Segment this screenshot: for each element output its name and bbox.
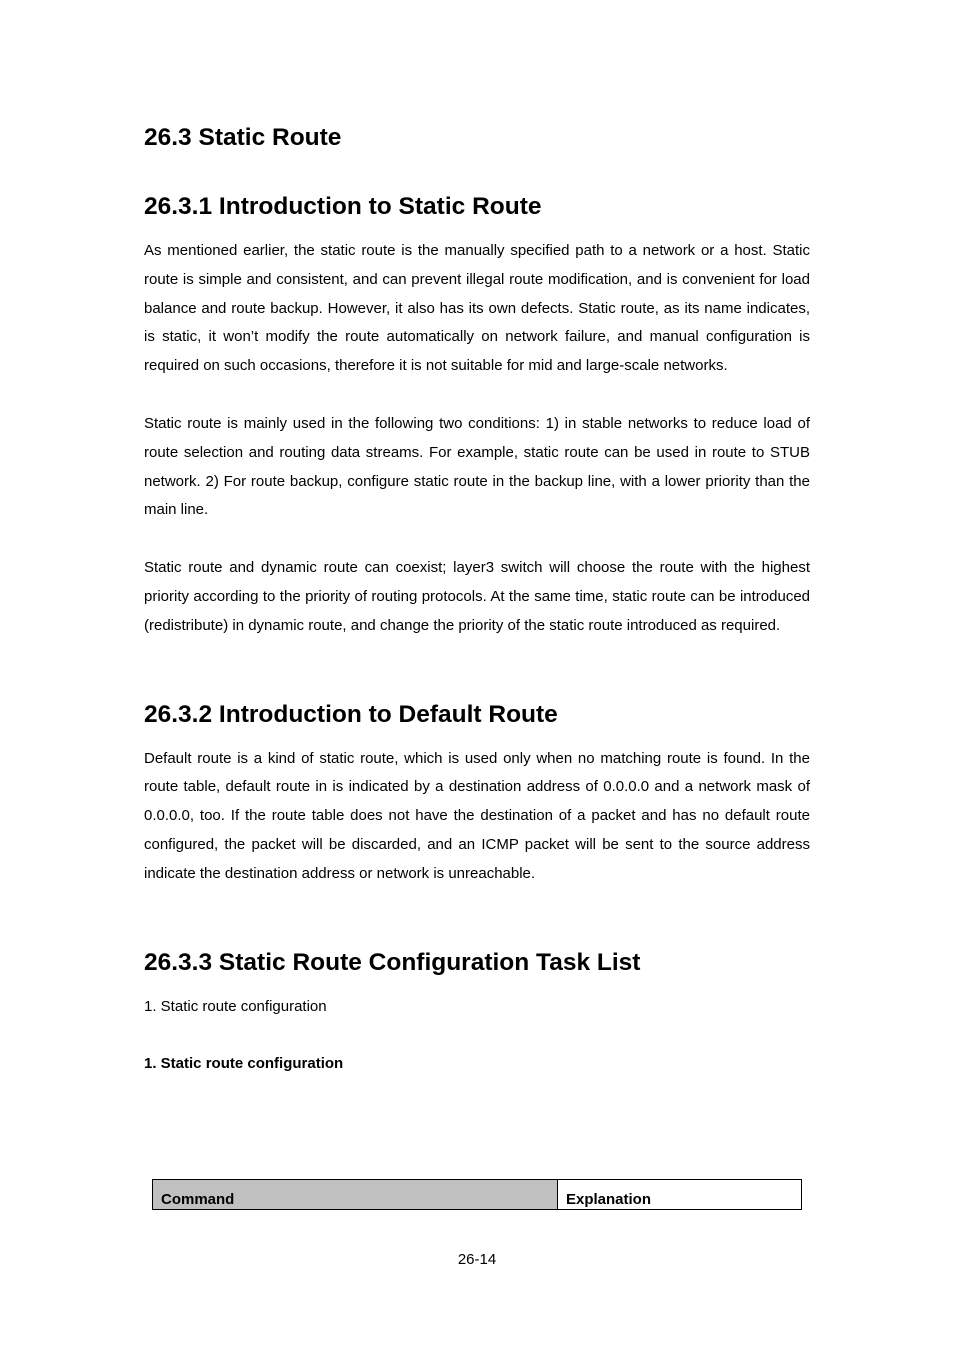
subsection-title-task-list: 26.3.3 Static Route Configuration Task List bbox=[144, 948, 641, 976]
paragraph: Default route is a kind of static route, which is used only when no matching route is found. In the route table, default route in is indicated by a destination address of 0.0.0.0 and a network mask of 0.0.0.0, too. If the route table does not have the destination of a packet and has no default route configured, the packet will be discarded, and an ICMP packet will be sent to the source address indicate the destination address or network is unreachable. bbox=[144, 749, 810, 882]
command-table bbox=[152, 1179, 802, 1210]
subsection-title-default-route-intro: 26.3.2 Introduction to Default Route bbox=[144, 700, 558, 728]
page-content bbox=[144, 118, 810, 1100]
paragraph: Static route is mainly used in the following two conditions: 1) in stable networks to reduce load of route selection and routing data streams. For example, static route can be used in route to STUB network. 2) For route backup, configure static route in the backup line, with a lower priority than the main line. bbox=[144, 414, 810, 519]
task-list-item: 1. Static route configuration bbox=[144, 997, 327, 1015]
page-number: 26-14 bbox=[457, 1251, 497, 1268]
subsection-title-static-route-intro: 26.3.1 Introduction to Static Route bbox=[144, 193, 542, 220]
table-header-command: Command bbox=[153, 1180, 558, 1210]
paragraph: As mentioned earlier, the static route is the manually specified path to a network or a host. Static route is simple and consistent, and can prevent illegal route modification, and is convenient for load balance and route backup. However, it also has its own defects. Static route, as its name indicates, is static, it won’t modify the route automatically on network failure, and manual configuration is required on such occasions, therefore it is not suitable for mid and large-scale networks. bbox=[144, 242, 810, 375]
paragraph: Static route and dynamic route can coexist; layer3 switch will choose the route with the highest priority according to the priority of routing protocols. At the same time, static route can be introduced (redistribute) in dynamic route, and change the priority of the static route introduced as required. bbox=[144, 559, 810, 634]
table-header-row bbox=[153, 1180, 802, 1210]
table-header-explanation: Explanation bbox=[558, 1180, 802, 1210]
step-heading: 1. Static route configuration bbox=[144, 1055, 344, 1073]
section-title: 26.3 Static Route bbox=[144, 124, 342, 151]
